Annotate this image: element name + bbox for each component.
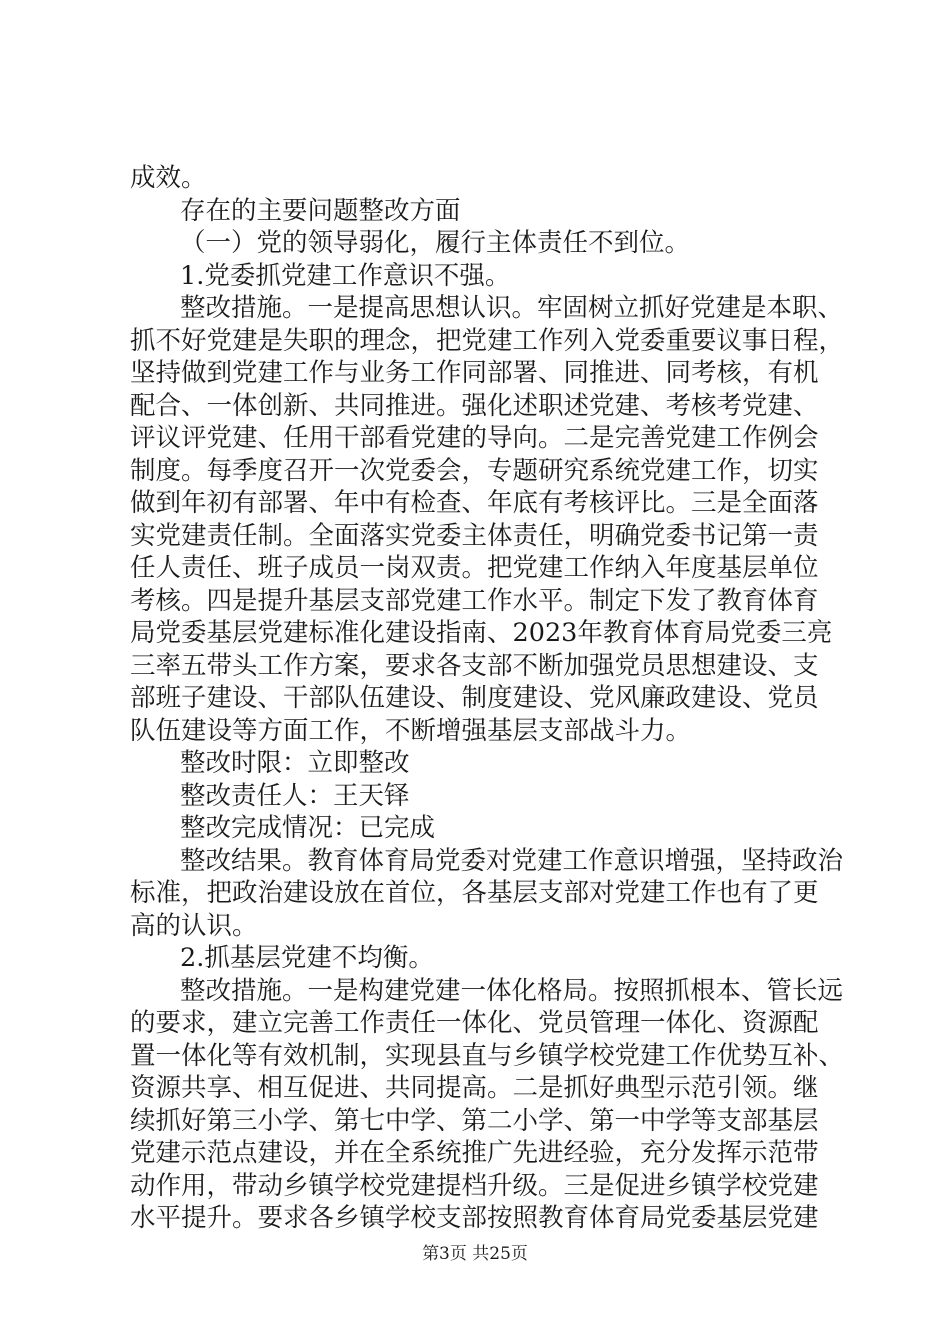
paragraph-line: 党建示范点建设，并在全系统推广先进经验，充分发挥示范带 [130,1138,819,1168]
paragraph-line: 三率五带头工作方案，要求各支部不断加强党员思想建设、支 [130,650,819,681]
paragraph-line: 制度。每季度召开一次党委会，专题研究系统党建工作，切实 [130,455,819,486]
paragraph-line: 考核。四是提升基层支部党建工作水平。制定下发了教育体育 [130,585,819,616]
paragraph-line: 标准，把政治建设放在首位，各基层支部对党建工作也有了更 [130,878,819,908]
paragraph-line: 任人责任、班子成员一岗双责。把党建工作纳入年度基层单位 [130,553,819,583]
completion-status-line: 整改完成情况：已完成 [180,813,436,843]
paragraph-line: 动作用，带动乡镇学校党建提档升级。三是促进乡镇学校党建 [130,1170,819,1201]
paragraph-line: 整改结果。教育体育局党委对党建工作意识增强，坚持政治 [180,845,844,876]
paragraph-line: 的要求，建立完善工作责任一体化、党员管理一体化、资源配 [130,1008,819,1038]
paragraph-line: 部班子建设、干部队伍建设、制度建设、党风廉政建设、党员 [130,683,819,713]
paragraph-line: 局党委基层党建标准化建设指南、2023年教育体育局党委三亮 [130,618,833,648]
paragraph-line: 水平提升。要求各乡镇学校支部按照教育体育局党委基层党建 [130,1203,819,1233]
paragraph-line: 做到年初有部署、年中有检查、年底有考核评比。三是全面落 [130,488,819,518]
section-heading: 存在的主要问题整改方面 [180,195,461,226]
paragraph-line: 抓不好党建是失职的理念，把党建工作列入党委重要议事日程， [130,325,845,356]
paragraph-line: 续抓好第三小学、第七中学、第二小学、第一中学等支部基层 [130,1105,819,1136]
subsection-heading: （一）党的领导弱化，履行主体责任不到位。 [180,228,691,258]
paragraph-line: 整改措施。一是提高思想认识。牢固树立抓好党建是本职、 [180,293,844,323]
paragraph-line: 配合、一体创新、共同推进。强化述职述党建、考核考党建、 [130,390,819,421]
paragraph-line: 高的认识。 [130,910,258,941]
text-line-continuation: 成效。 [130,163,207,193]
paragraph-line: 坚持做到党建工作与业务工作同部署、同推进、同考核，有机 [130,358,819,388]
paragraph-line: 评议评党建、任用干部看党建的导向。二是完善党建工作例会 [130,423,819,453]
paragraph-line: 队伍建设等方面工作，不断增强基层支部战斗力。 [130,715,692,746]
paragraph-line: 置一体化等有效机制，实现县直与乡镇学校党建工作优势互补、 [130,1040,845,1071]
paragraph-line: 资源共享、相互促进、共同提高。二是抓好典型示范引领。继 [130,1073,819,1103]
item-heading-1: 1.党委抓党建工作意识不强。 [180,260,511,291]
item-heading-2: 2.抓基层党建不均衡。 [180,943,434,973]
paragraph-line: 整改措施。一是构建党建一体化格局。按照抓根本、管长远 [180,975,844,1006]
page-number-footer: 第3页 共25页 [422,1244,528,1264]
paragraph-line: 实党建责任制。全面落实党委主体责任，明确党委书记第一责 [130,520,819,551]
responsible-person-line: 整改责任人：王天铎 [180,780,410,811]
deadline-line: 整改时限：立即整改 [180,748,410,778]
